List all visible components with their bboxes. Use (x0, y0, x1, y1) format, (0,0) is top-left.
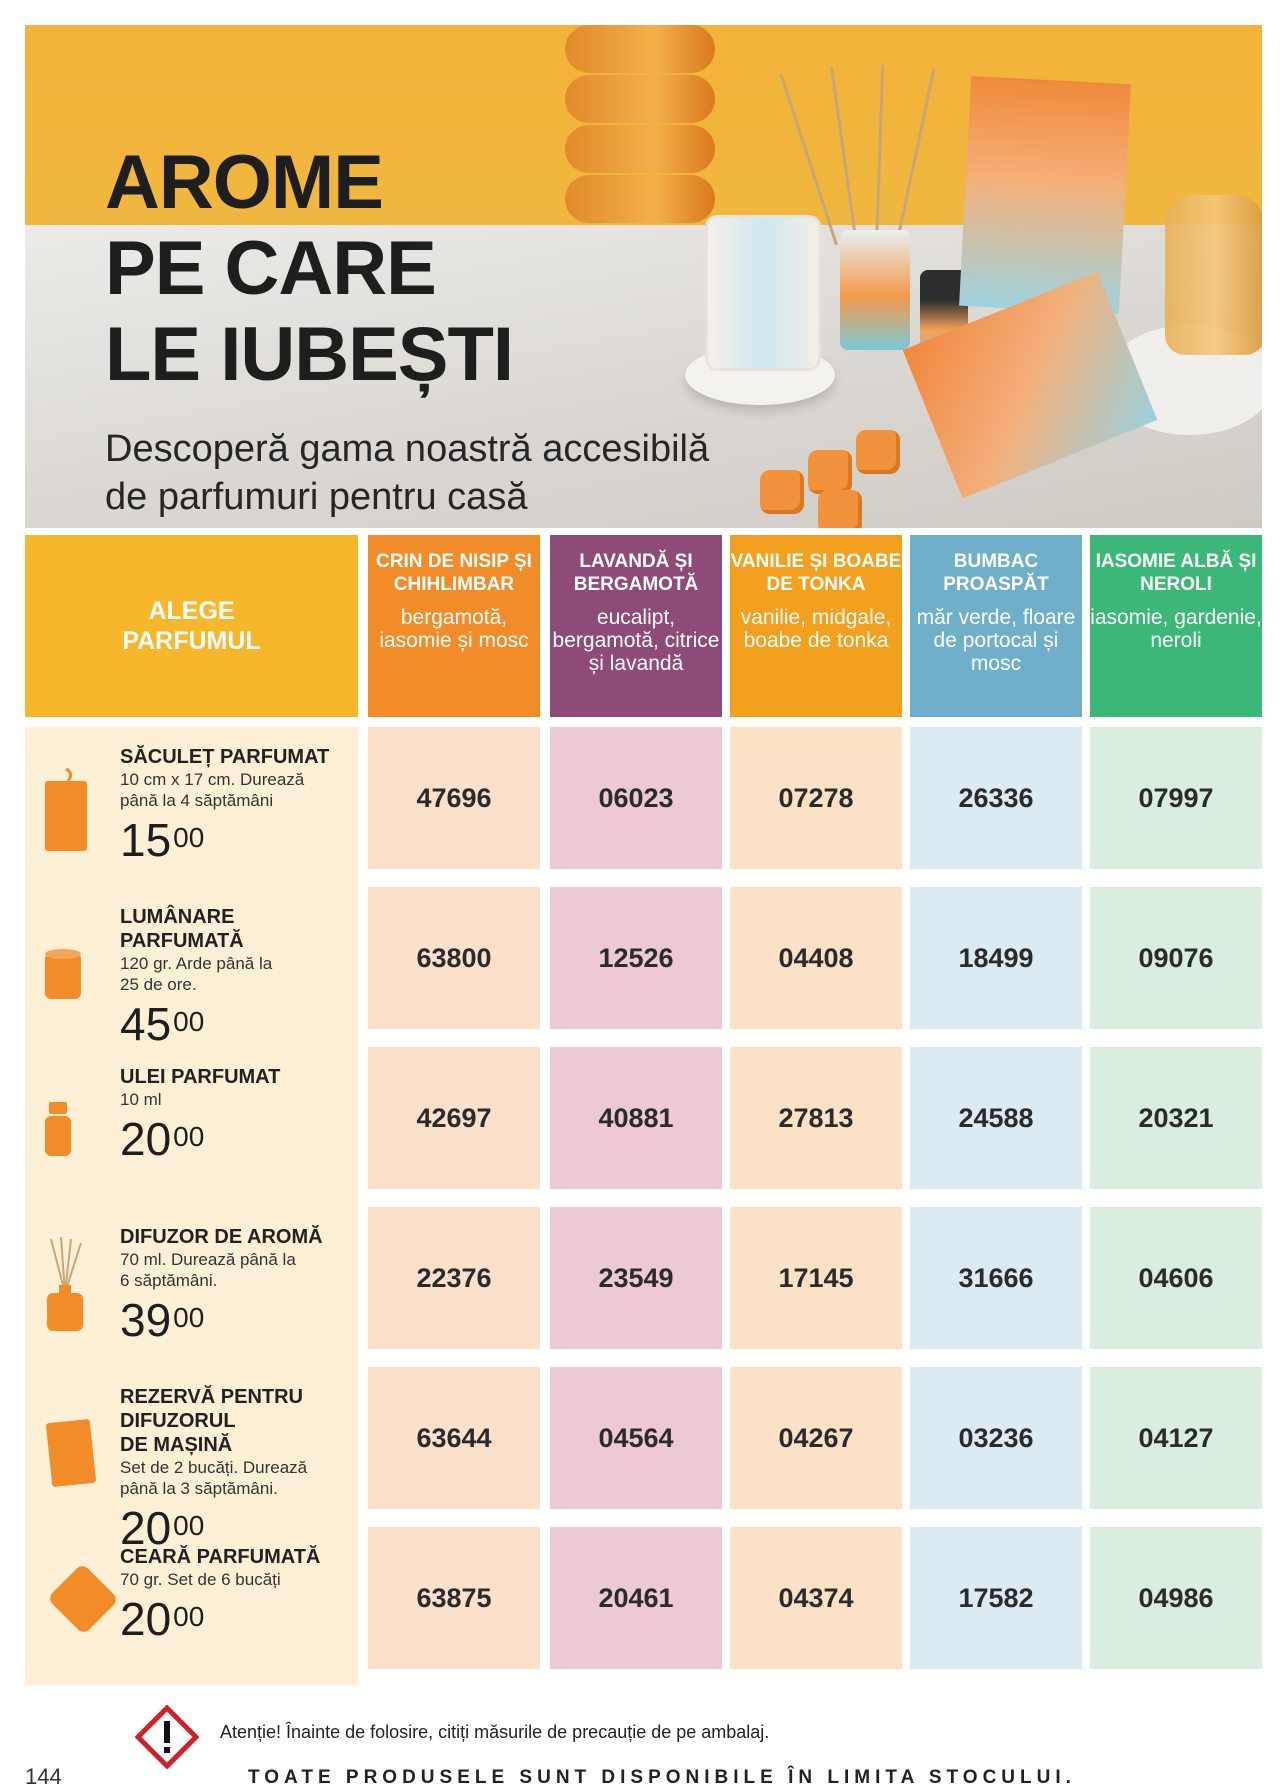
price-decimals: 00 (173, 1006, 205, 1037)
choose-fragrance-header (25, 535, 358, 717)
product-name: ULEI PARFUMAT (120, 1066, 281, 1088)
product-code: 04267 (730, 1367, 902, 1509)
fragrance-name: VANILIE ȘI BOABE DE TONKA (730, 551, 902, 595)
product-price (120, 1294, 205, 1346)
choose-fragrance-label: ALEGE PARFUMUL (122, 597, 261, 655)
product-code: 04374 (730, 1527, 902, 1669)
product-name: REZERVĂ PENTRU DIFUZORUL DE MAȘINĂ (120, 1386, 303, 1456)
sachet-icon (43, 767, 89, 862)
product-code: 17582 (910, 1527, 1082, 1669)
price-decimals: 00 (173, 1601, 205, 1632)
price-integer: 20 (120, 1113, 172, 1165)
product-price (120, 1113, 205, 1165)
price-decimals: 00 (173, 822, 205, 853)
product-code: 04564 (550, 1367, 722, 1509)
price-integer: 15 (120, 814, 172, 866)
product-code: 31666 (910, 1207, 1082, 1349)
product-code: 24588 (910, 1047, 1082, 1189)
product-description: 120 gr. Arde până la 25 de ore. (120, 954, 273, 994)
fragrance-notes: măr verde, floare de portocal și mosc (916, 606, 1076, 675)
fragrance-header-4 (910, 535, 1082, 717)
sachet-box (959, 76, 1131, 314)
product-row-info (25, 727, 358, 877)
product-row-info (25, 1047, 358, 1197)
product-code: 04606 (1090, 1207, 1262, 1349)
fragrance-header-5 (1090, 535, 1262, 717)
product-name: LUMÂNARE PARFUMATĂ (120, 906, 244, 952)
price-decimals: 00 (173, 1510, 205, 1541)
car-refill-icon (43, 1417, 99, 1496)
fragrance-header-2 (550, 535, 722, 717)
product-price (120, 814, 205, 866)
product-description: 10 ml (120, 1090, 162, 1109)
product-code: 17145 (730, 1207, 902, 1349)
subtitle (105, 425, 709, 521)
title-line-2: PE CARE (105, 226, 436, 311)
reed-sticks (825, 65, 925, 245)
candle-icon (43, 947, 83, 1006)
fragrance-header-1 (368, 535, 540, 717)
title-line-3: LE IUBEȘTI (105, 312, 514, 397)
product-code: 09076 (1090, 887, 1262, 1029)
subtitle-line-1: Descoperă gama noastră accesibilă (105, 428, 710, 470)
product-row-info (25, 887, 358, 1050)
product-row-info (25, 1207, 358, 1357)
diffuser-icon (43, 1237, 87, 1338)
product-description: 70 ml. Durează până la 6 săptămâni. (120, 1250, 296, 1290)
fragrance-header-3 (730, 535, 902, 717)
warning-text: Atenție! Înainte de folosire, citiți măsurile de precauție de pe ambalaj. (220, 1722, 770, 1742)
wax-melts (760, 430, 910, 528)
product-code: 18499 (910, 887, 1082, 1029)
price-decimals: 00 (173, 1302, 205, 1333)
product-code: 40881 (550, 1047, 722, 1189)
fragrance-notes: bergamotă, iasomie și mosc (379, 606, 529, 652)
product-name: DIFUZOR DE AROMĂ (120, 1226, 323, 1248)
product-description: 10 cm x 17 cm. Durează până la 4 săptămâni (120, 770, 305, 810)
subtitle-line-2: de parfumuri pentru casă (105, 476, 528, 518)
price-integer: 20 (120, 1502, 172, 1554)
page-number: 144 (25, 1764, 62, 1789)
price-decimals: 00 (173, 1121, 205, 1152)
diffuser-bottle (840, 230, 910, 350)
product-code: 04986 (1090, 1527, 1262, 1669)
candle-glass (705, 215, 821, 371)
fragrance-notes: eucalipt, bergamotă, citrice și lavandă (552, 606, 720, 675)
product-code: 20461 (550, 1527, 722, 1669)
hazard-warning-icon (135, 1705, 199, 1769)
product-code: 23549 (550, 1207, 722, 1349)
product-code: 63800 (368, 887, 540, 1029)
product-name: CEARĂ PARFUMATĂ (120, 1546, 321, 1568)
product-description: Set de 2 bucăți. Durează până la 3 săptămâni. (120, 1458, 308, 1498)
fragrance-notes: iasomie, gardenie, neroli (1090, 606, 1262, 652)
product-code: 03236 (910, 1367, 1082, 1509)
product-name: SĂCULEȚ PARFUMAT (120, 746, 330, 768)
product-code: 04408 (730, 887, 902, 1029)
product-code: 06023 (550, 727, 722, 869)
stock-notice: TOATE PRODUSELE SUNT DISPONIBILE ÎN LIMITA STOCULUI. (248, 1767, 1076, 1788)
product-code: 07278 (730, 727, 902, 869)
price-integer: 39 (120, 1294, 172, 1346)
price-integer: 20 (120, 1593, 172, 1645)
product-code: 22376 (368, 1207, 540, 1349)
page-title (105, 140, 513, 398)
product-price (120, 1593, 205, 1645)
product-row-info (25, 1527, 358, 1677)
product-code: 63644 (368, 1367, 540, 1509)
fragrance-notes: vanilie, midgale, boabe de tonka (740, 606, 892, 652)
product-code: 12526 (550, 887, 722, 1029)
flower-vase (1165, 195, 1262, 355)
product-row-info (25, 1367, 358, 1554)
hero-banner (25, 25, 1262, 528)
price-integer: 45 (120, 998, 172, 1050)
product-code: 07997 (1090, 727, 1262, 869)
title-line-1: AROME (105, 140, 383, 225)
fragrance-name: CRIN DE NISIP ȘI CHIHLIMBAR (376, 551, 532, 595)
product-code: 47696 (368, 727, 540, 869)
product-code: 04127 (1090, 1367, 1262, 1509)
product-code: 27813 (730, 1047, 902, 1189)
product-code: 42697 (368, 1047, 540, 1189)
wax-melt-icon (43, 1562, 123, 1641)
product-code: 63875 (368, 1527, 540, 1669)
product-code: 20321 (1090, 1047, 1262, 1189)
fragrance-name: IASOMIE ALBĂ ȘI NEROLI (1095, 551, 1257, 595)
decorative-vase (565, 25, 715, 225)
product-price (120, 998, 205, 1050)
oil-bottle-icon (43, 1102, 73, 1163)
product-code: 26336 (910, 727, 1082, 869)
fragrance-name: BUMBAC PROASPĂT (943, 551, 1049, 595)
fragrance-name: LAVANDĂ ȘI BERGAMOTĂ (573, 551, 699, 595)
product-description: 70 gr. Set de 6 bucăți (120, 1570, 281, 1589)
